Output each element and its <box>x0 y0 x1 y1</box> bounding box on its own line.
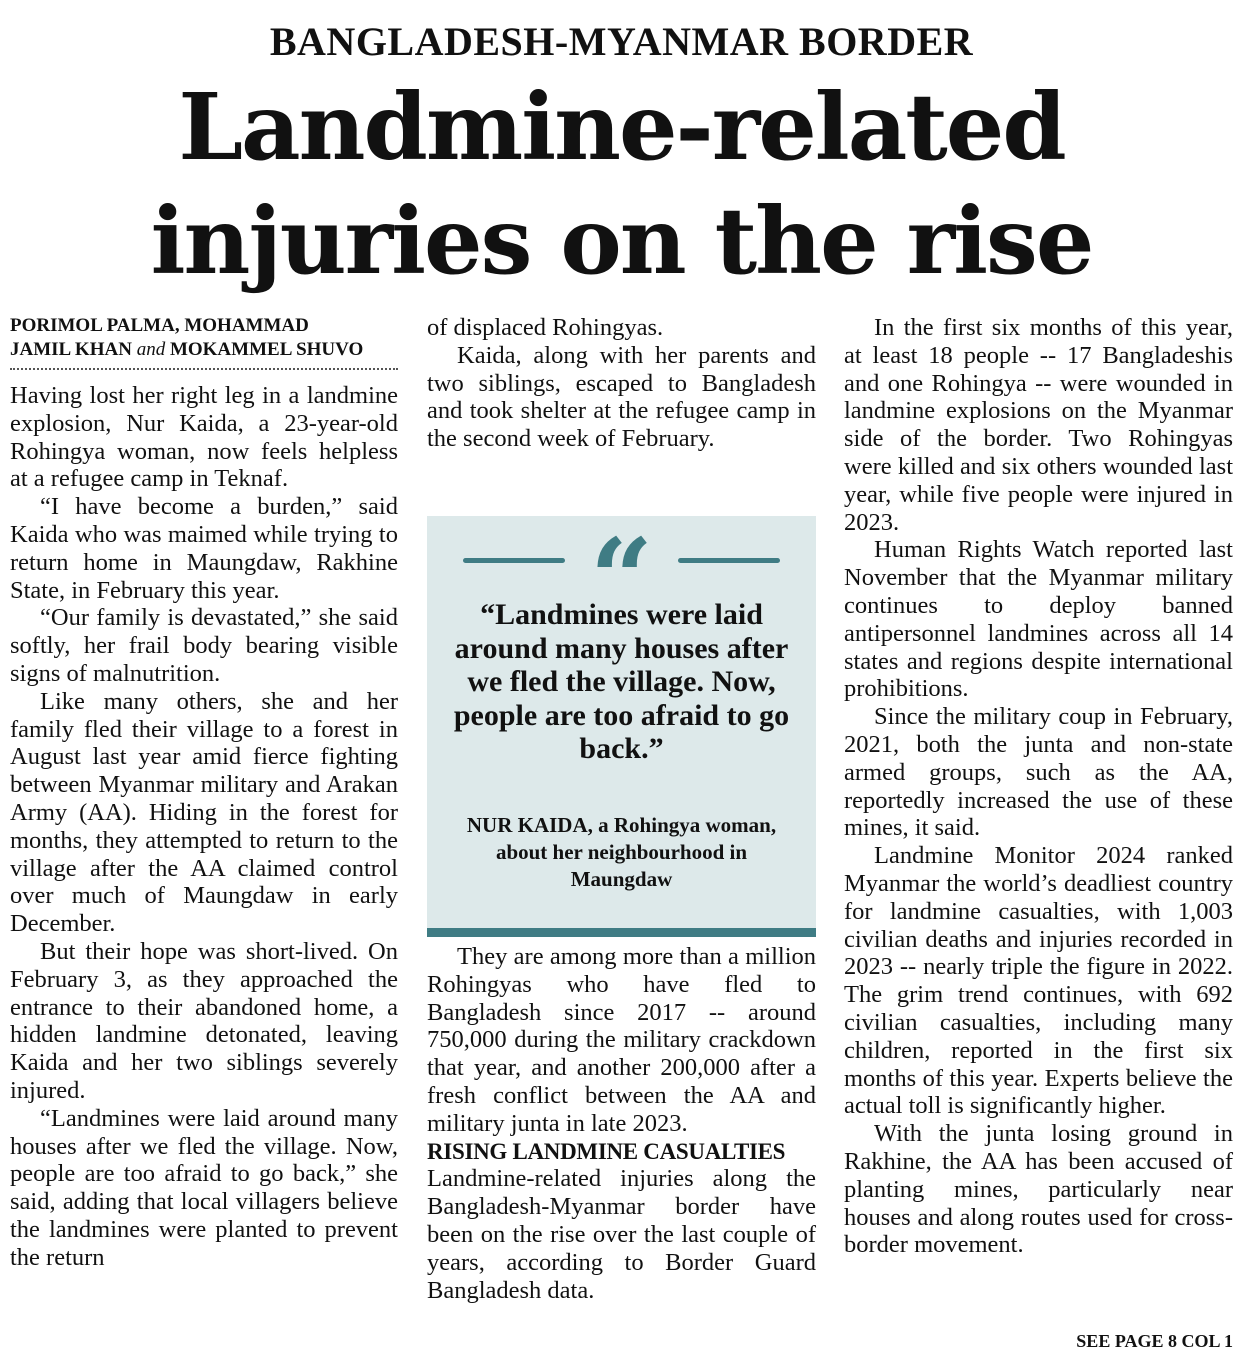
article-column-3 <box>844 314 1233 1259</box>
paragraph: They are among more than a million Rohingyas who have fled to Bangladesh since 2017 -- around 750,000 during the military crackdown that year, and another 200,000 after a fresh conflict between the AA and military junta in late 2023. <box>427 942 816 1137</box>
paragraph: With the junta losing ground in Rakhine, the AA has been accused of planting mines, particularly near houses and along routes used for cross-border movement. <box>844 1120 1233 1259</box>
paragraph: “I have become a burden,” said Kaida who was maimed while trying to return home in Maungdaw, Rakhine State, in February this year. <box>10 493 398 604</box>
subhead: RISING LANDMINE CASUALTIES <box>427 1138 786 1164</box>
paragraph: “Landmines were laid around many houses after we fled the village. Now, people are too afraid to go back,” she said, adding that local villagers believe the landmines were planted to prevent the return <box>10 1104 398 1271</box>
paragraph: Landmine-related injuries along the Bangladesh-Myanmar border have been on the rise over the last couple of years, according to Border Guard Bangladesh data. <box>427 1165 816 1304</box>
paragraph: Like many others, she and her family fled their village to a forest in August last year amid fierce fighting between Myanmar military and Arakan Army (AA). Hiding in the forest for months, they attempted to return to the village after the AA claimed control over much of Maungdaw in early December. <box>10 687 398 938</box>
quote-mark-icon: “ <box>589 514 654 643</box>
continuation-note: SEE PAGE 8 COL 1 <box>1076 1331 1233 1351</box>
headline-line-1: Landmine-related <box>178 73 1065 181</box>
headline <box>0 70 1243 298</box>
paragraph: Kaida, along with her parents and two siblings, escaped to Bangladesh and took shelter at the refugee camp in the second week of February. <box>427 341 816 453</box>
paragraph: Since the military coup in February, 2021, both the junta and non-state armed groups, such as the AA, reportedly increased the use of these mines, it said. <box>844 703 1233 842</box>
paragraph: Having lost her right leg in a landmine explosion, Nur Kaida, a 23-year-old Rohingya woman, now feels helpless at a refugee camp in Teknaf. <box>10 382 398 493</box>
paragraph: of displaced Rohingyas. <box>427 314 664 341</box>
paragraph: Human Rights Watch reported last November that the Myanmar military continues to deploy banned antipersonnel landmines across all 14 states and regions despite international prohibitions. <box>844 536 1233 703</box>
headline-line-2: injuries on the rise <box>150 187 1093 295</box>
byline-authors-2: JAMIL KHAN <box>10 339 132 360</box>
byline <box>10 314 398 370</box>
pull-quote <box>427 516 816 937</box>
pull-quote-text: “Landmines were laid around many houses after we fled the village. Now, people are too afraid to go back.” <box>453 598 790 765</box>
byline-authors-1: PORIMOL PALMA, MOHAMMAD <box>10 315 309 336</box>
paragraph: But their hope was short-lived. On February 3, as they approached the entrance to their abandoned home, a hidden landmine detonated, leaving Kaida and her two siblings severely injured. <box>10 937 398 1104</box>
byline-authors-3: MOKAMMEL SHUVO <box>169 339 364 360</box>
paragraph: In the first six months of this year, at least 18 people -- 17 Bangladeshis and one Rohingya -- were wounded in landmine explosions on the Myanmar side of the border. Two Rohingyas were killed and six others wounded last year, while five people were injured in 2023. <box>844 314 1233 536</box>
article-column-1 <box>10 314 398 1272</box>
kicker: BANGLADESH-MYANMAR BORDER <box>269 19 974 64</box>
paragraph: Landmine Monitor 2024 ranked Myanmar the world’s deadliest country for landmine casualties, with 1,003 civilian deaths and injuries recorded in 2023 -- nearly triple the figure in 2022. The grim trend continues, with 692 civilian casualties, including many children, reported in the first six months of this year. Experts believe the actual toll is significantly higher. <box>844 842 1233 1120</box>
byline-conjunction: and <box>136 339 166 360</box>
pull-quote-attribution: NUR KAIDA, a Rohingya woman, about her neighbourhood in Maungdaw <box>466 813 777 891</box>
paragraph: “Our family is devastated,” she said softly, her frail body bearing visible signs of malnutrition. <box>10 604 398 687</box>
